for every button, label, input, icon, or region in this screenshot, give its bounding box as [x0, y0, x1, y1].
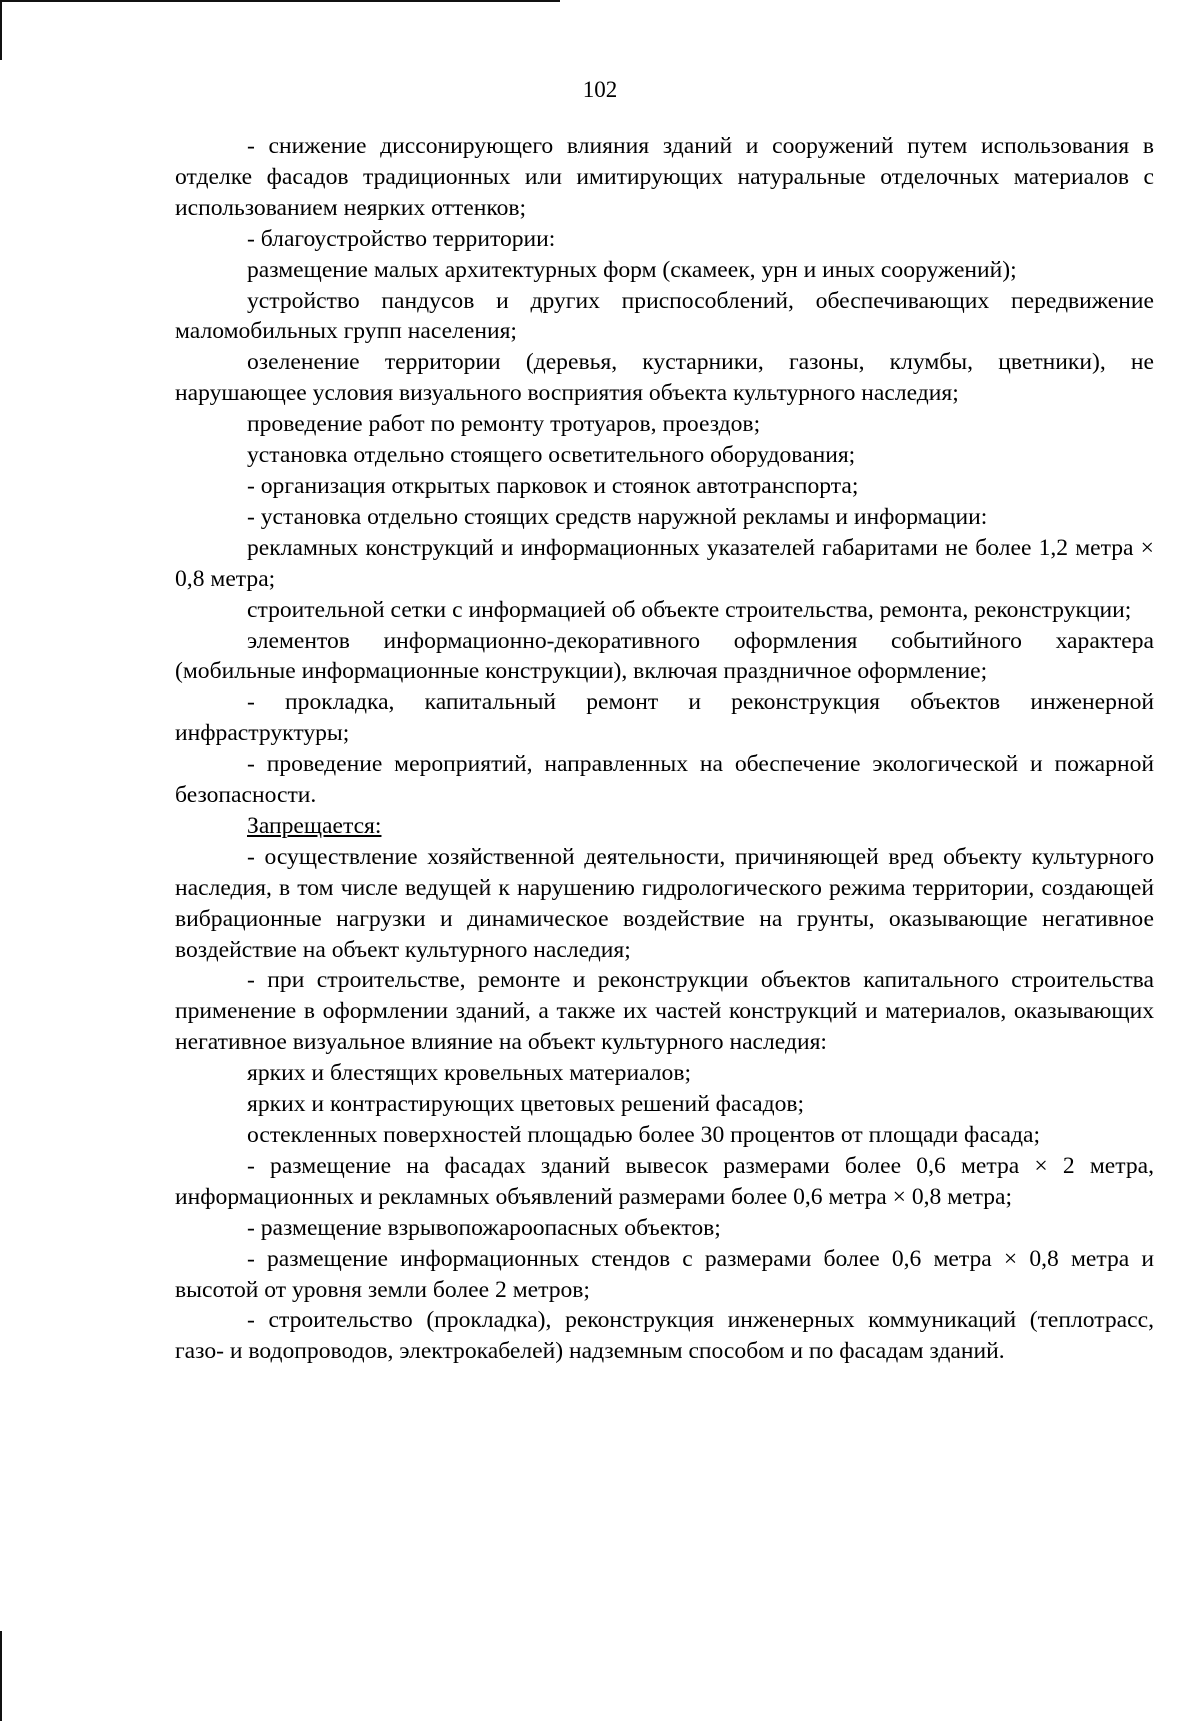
scan-edge-left [0, 0, 2, 60]
paragraph: - размещение взрывопожароопасных объектов; [247, 1214, 721, 1241]
paragraph: - установка отдельно стоящих средств наружной рекламы и информации: [247, 503, 988, 530]
paragraph: строительной сетки с информацией об объекте строительства, ремонта, реконструкции; [247, 596, 1132, 623]
section-heading-prohibited [175, 811, 1154, 842]
paragraph: размещение малых архитектурных форм (скамеек, урн и иных сооружений); [247, 256, 1017, 283]
page-number: 102 [582, 77, 618, 102]
paragraph: рекламных конструкций и информационных указателей габаритами не более 1,2 метра × 0,8 метра; [175, 534, 1154, 592]
document-body [175, 131, 1154, 1367]
paragraph: - проведение мероприятий, направленных на обеспечение экологической и пожарной безопасности. [175, 751, 1154, 809]
paragraph: элементов информационно-декоративного оформления событийного характера (мобильные информационные конструкции), включая праздничное оформление; [175, 627, 1154, 685]
paragraph: - организация открытых парковок и стоянок автотранспорта; [247, 472, 859, 499]
paragraph: озеленение территории (деревья, кустарники, газоны, клумбы, цветники), не нарушающее условия визуального восприятия объекта культурного наследия; [175, 349, 1154, 407]
paragraph: - размещение на фасадах зданий вывесок размерами более 0,6 метра × 2 метра, информационных и рекламных объявлений размерами более 0,6 метра × 0,8 метра; [175, 1152, 1154, 1210]
scan-edge-left-bottom [0, 1631, 2, 1721]
paragraph: ярких и блестящих кровельных материалов; [247, 1060, 692, 1087]
paragraph: ярких и контрастирующих цветовых решений фасадов; [247, 1091, 805, 1118]
paragraph: - размещение информационных стендов с размерами более 0,6 метра × 0,8 метра и высотой от уровня земли более 2 метров; [175, 1245, 1154, 1303]
paragraph: - строительство (прокладка), реконструкция инженерных коммуникаций (теплотрасс, газо- и водопроводов, электрокабелей) надземным способом и по фасадам зданий. [175, 1307, 1154, 1365]
paragraph: - при строительстве, ремонте и реконструкции объектов капитального строительства применение в оформлении зданий, а также их частей конструкций и материалов, оказывающих негативное визуальное влияние на объект культурного наследия: [175, 967, 1154, 1056]
paragraph: - осуществление хозяйственной деятельности, причиняющей вред объекту культурного наследия, в том числе ведущей к нарушению гидрологического режима территории, создающей вибрационные нагрузки и динамическое воздействие на грунты, оказывающие негативное воздействие на объект культурного наследия; [175, 843, 1154, 963]
paragraph: - прокладка, капитальный ремонт и реконструкция объектов инженерной инфраструктуры; [175, 689, 1154, 747]
scan-edge-top [0, 0, 560, 2]
paragraph: устройство пандусов и других приспособлений, обеспечивающих передвижение маломобильных групп населения; [175, 287, 1154, 345]
paragraph: - благоустройство территории: [247, 225, 556, 252]
paragraph: проведение работ по ремонту тротуаров, проездов; [247, 411, 761, 438]
paragraph: остекленных поверхностей площадью более 30 процентов от площади фасада; [247, 1122, 1041, 1148]
paragraph: установка отдельно стоящего осветительного оборудования; [247, 442, 856, 469]
paragraph: - снижение диссонирующего влияния зданий и сооружений путем использования в отделке фасадов традиционных или имитирующих натуральные отделочных материалов с использованием неярких оттенков; [175, 133, 1154, 221]
section-heading-text: Запрещается: [247, 812, 382, 839]
